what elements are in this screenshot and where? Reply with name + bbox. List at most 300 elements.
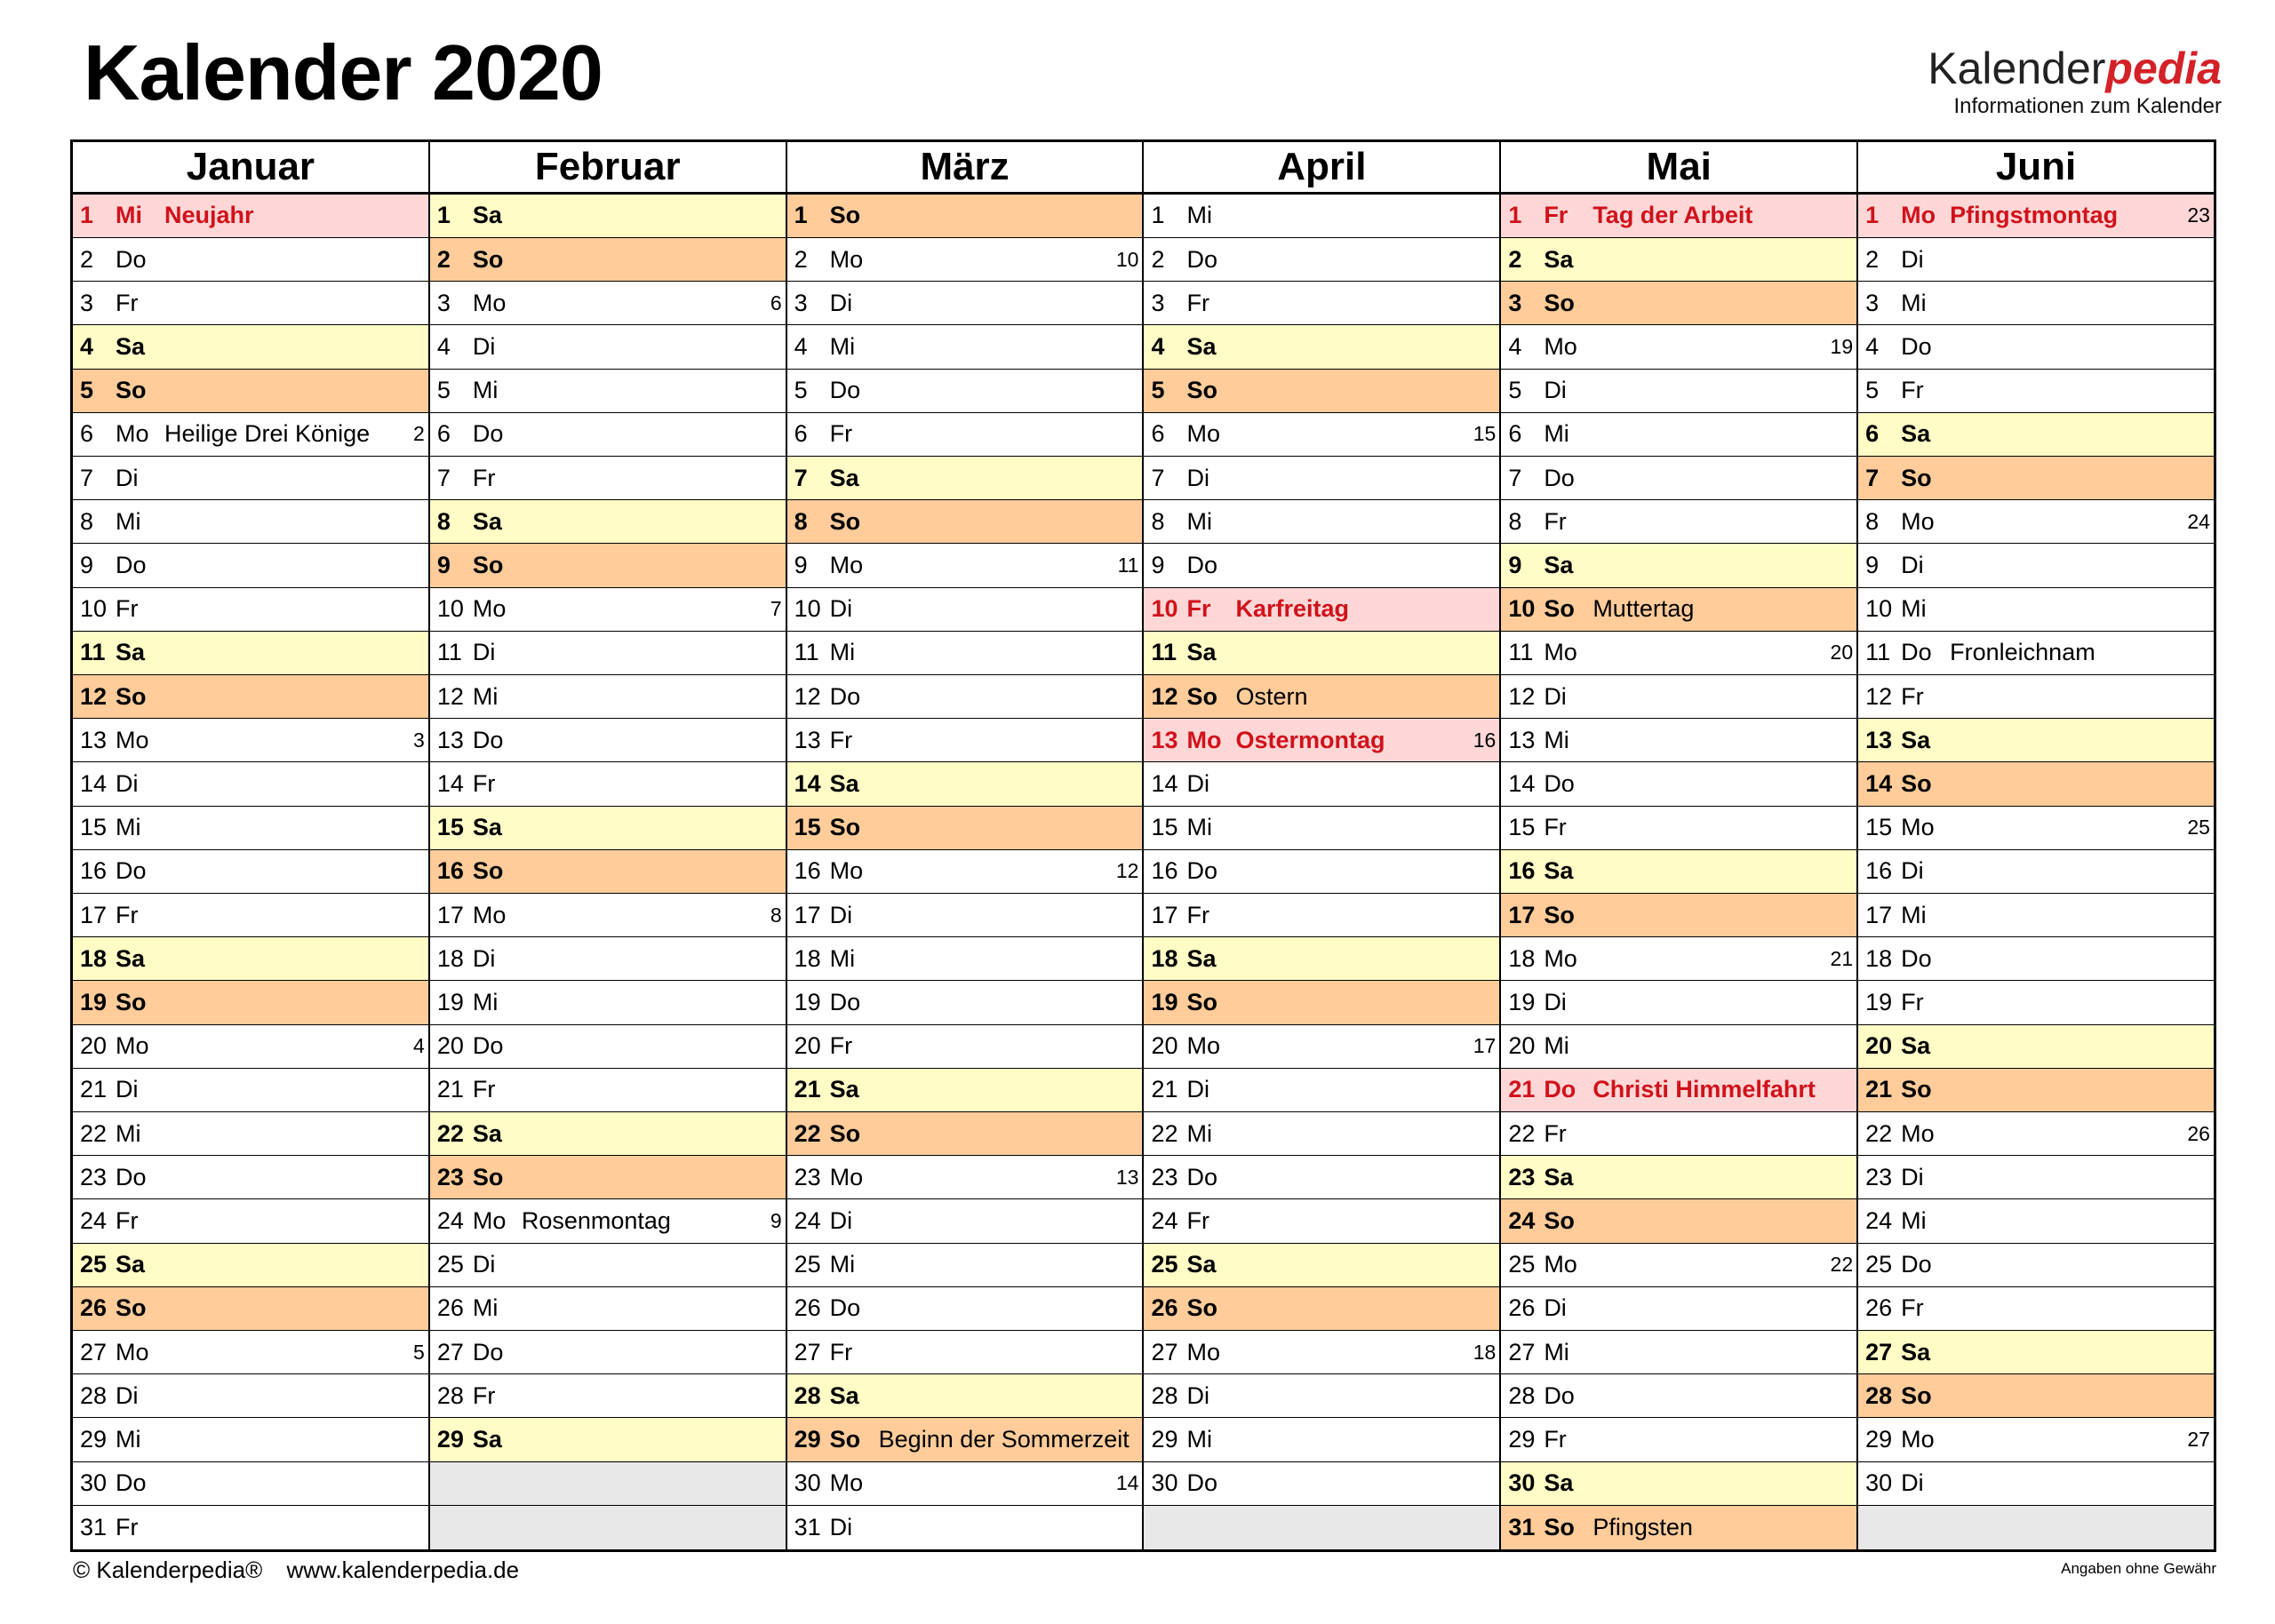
day-number: 23 xyxy=(1865,1163,1893,1190)
day-number: 10 xyxy=(1151,595,1178,623)
day-number: 11 xyxy=(1865,639,1891,666)
day-row[interactable] xyxy=(73,1374,428,1418)
day-number: 29 xyxy=(1151,1426,1178,1453)
day-row[interactable] xyxy=(1858,325,2214,369)
day-row[interactable] xyxy=(1144,1244,1499,1287)
day-row[interactable] xyxy=(430,1156,786,1199)
day-number: 4 xyxy=(80,332,94,360)
weekday: Sa xyxy=(1544,1163,1574,1190)
day-row[interactable] xyxy=(787,413,1143,457)
event-label: Neujahr xyxy=(164,202,254,229)
day-row[interactable] xyxy=(1858,1331,2214,1374)
day-row[interactable] xyxy=(430,588,786,632)
day-row[interactable] xyxy=(1144,807,1499,850)
day-row[interactable] xyxy=(1144,1069,1499,1112)
day-row[interactable] xyxy=(787,1025,1143,1069)
weekday: Sa xyxy=(1544,857,1574,885)
day-row[interactable] xyxy=(1144,1025,1499,1069)
day-row[interactable] xyxy=(73,632,428,675)
day-row[interactable] xyxy=(1501,1025,1856,1069)
day-row[interactable] xyxy=(1144,457,1499,500)
brand-logo[interactable] xyxy=(1928,46,2222,119)
day-number: 23 xyxy=(80,1163,108,1190)
day-row[interactable] xyxy=(1144,1156,1499,1199)
day-row[interactable] xyxy=(73,1462,428,1506)
day-row[interactable] xyxy=(1144,675,1499,719)
day-row[interactable] xyxy=(73,1506,428,1549)
day-row[interactable] xyxy=(787,1462,1143,1506)
weekday: Mi xyxy=(116,1119,141,1147)
day-number: 17 xyxy=(80,901,108,928)
day-row[interactable] xyxy=(787,719,1143,762)
empty-cell xyxy=(1144,1506,1499,1549)
day-row[interactable] xyxy=(73,807,428,850)
weekday: Sa xyxy=(829,464,859,491)
week-number: 17 xyxy=(1473,1034,1497,1058)
day-row[interactable] xyxy=(787,632,1143,675)
day-row[interactable] xyxy=(787,1287,1143,1331)
footer-url[interactable]: www.kalenderpedia.de xyxy=(286,1556,520,1583)
day-number: 13 xyxy=(794,726,821,753)
day-row[interactable] xyxy=(787,588,1143,632)
day-row[interactable] xyxy=(1501,500,1856,544)
day-row[interactable] xyxy=(430,675,786,719)
day-row[interactable] xyxy=(787,807,1143,850)
day-row[interactable] xyxy=(1144,937,1499,981)
weekday: Do xyxy=(472,420,504,448)
day-row[interactable] xyxy=(1144,1418,1499,1461)
day-row[interactable] xyxy=(430,1287,786,1331)
weekday: Sa xyxy=(829,1381,859,1409)
day-row[interactable] xyxy=(1858,282,2214,325)
day-row[interactable] xyxy=(1501,238,1856,282)
day-row[interactable] xyxy=(1501,1199,1856,1243)
day-row[interactable] xyxy=(1144,894,1499,937)
weekday: Mi xyxy=(829,639,856,666)
day-row[interactable] xyxy=(787,1244,1143,1287)
day-row[interactable] xyxy=(1501,1506,1856,1549)
day-number: 6 xyxy=(1865,420,1880,448)
week-number: 11 xyxy=(1117,553,1139,577)
day-number: 21 xyxy=(1151,1076,1178,1103)
weekday: Fr xyxy=(1186,595,1211,623)
day-row[interactable] xyxy=(1144,850,1499,894)
day-row[interactable] xyxy=(1858,762,2214,806)
day-number: 20 xyxy=(1151,1032,1178,1060)
day-row[interactable] xyxy=(430,981,786,1024)
day-row[interactable] xyxy=(1501,675,1856,719)
weekday: Sa xyxy=(472,507,502,535)
day-number: 13 xyxy=(436,726,464,753)
day-row[interactable] xyxy=(73,457,428,500)
day-row[interactable] xyxy=(1858,1374,2214,1418)
day-row[interactable] xyxy=(1501,894,1856,937)
day-row[interactable] xyxy=(1858,894,2214,937)
day-row[interactable] xyxy=(1501,1156,1856,1199)
day-row[interactable] xyxy=(787,1199,1143,1243)
day-number: 12 xyxy=(1508,682,1536,710)
day-number: 25 xyxy=(1151,1251,1178,1278)
day-row[interactable] xyxy=(73,1069,428,1112)
day-row[interactable] xyxy=(430,632,786,675)
day-row[interactable] xyxy=(73,675,428,719)
day-number: 26 xyxy=(1151,1294,1178,1322)
day-row[interactable] xyxy=(1144,500,1499,544)
day-row[interactable] xyxy=(73,1156,428,1199)
day-row[interactable] xyxy=(73,195,428,238)
week-number: 22 xyxy=(1830,1253,1854,1277)
day-number: 2 xyxy=(1508,245,1522,273)
day-row[interactable] xyxy=(1144,413,1499,457)
day-row[interactable] xyxy=(1858,195,2214,238)
day-row[interactable] xyxy=(1858,500,2214,544)
day-number: 19 xyxy=(80,989,108,1016)
weekday: Sa xyxy=(116,944,146,972)
weekday: Di xyxy=(472,944,496,972)
day-row[interactable] xyxy=(1858,675,2214,719)
day-row[interactable] xyxy=(73,1112,428,1156)
day-row[interactable] xyxy=(430,238,786,282)
day-row[interactable] xyxy=(430,325,786,369)
day-number: 29 xyxy=(1865,1426,1893,1453)
day-row[interactable] xyxy=(1144,1287,1499,1331)
day-row[interactable] xyxy=(1858,238,2214,282)
day-number: 14 xyxy=(1865,770,1893,798)
day-row[interactable] xyxy=(787,370,1143,413)
day-number: 19 xyxy=(1508,989,1536,1016)
day-row[interactable] xyxy=(1144,981,1499,1024)
day-row[interactable] xyxy=(1501,632,1856,675)
day-row[interactable] xyxy=(430,762,786,806)
weekday: Di xyxy=(829,1207,853,1235)
day-row[interactable] xyxy=(1858,1287,2214,1331)
day-row[interactable] xyxy=(430,1025,786,1069)
day-number: 3 xyxy=(80,289,94,316)
weekday: Mi xyxy=(1901,289,1927,316)
month-header: Juni xyxy=(1858,142,2214,195)
day-row[interactable] xyxy=(430,500,786,544)
day-number: 18 xyxy=(1151,944,1178,972)
week-number: 23 xyxy=(2187,203,2210,227)
month-column xyxy=(73,142,430,1549)
day-row[interactable] xyxy=(1858,1199,2214,1243)
day-row[interactable] xyxy=(73,762,428,806)
day-row[interactable] xyxy=(1858,544,2214,587)
weekday: So xyxy=(829,202,861,229)
day-number: 22 xyxy=(1865,1119,1893,1147)
day-row[interactable] xyxy=(1858,807,2214,850)
day-row[interactable] xyxy=(1144,1331,1499,1374)
day-row[interactable] xyxy=(787,282,1143,325)
day-row[interactable] xyxy=(1501,719,1856,762)
day-row[interactable] xyxy=(1144,1462,1499,1506)
day-row[interactable] xyxy=(787,1418,1143,1461)
day-row[interactable] xyxy=(1501,1374,1856,1418)
day-number: 13 xyxy=(1151,726,1178,753)
weekday: Mi xyxy=(1186,814,1212,841)
day-number: 22 xyxy=(794,1119,821,1147)
weekday: Mi xyxy=(116,1426,141,1453)
day-row[interactable] xyxy=(1501,588,1856,632)
day-row[interactable] xyxy=(430,1331,786,1374)
day-row[interactable] xyxy=(1501,457,1856,500)
empty-cell xyxy=(430,1462,786,1506)
day-number: 5 xyxy=(1151,377,1165,404)
weekday: So xyxy=(1544,595,1575,623)
week-number: 6 xyxy=(770,291,782,314)
day-row[interactable] xyxy=(430,1374,786,1418)
weekday: Do xyxy=(1544,1381,1575,1409)
day-row[interactable] xyxy=(1501,1418,1856,1461)
day-row[interactable] xyxy=(430,807,786,850)
weekday: Mi xyxy=(1901,1207,1927,1235)
day-number: 19 xyxy=(436,989,464,1016)
day-number: 21 xyxy=(794,1076,821,1103)
day-row[interactable] xyxy=(1144,1374,1499,1418)
day-row[interactable] xyxy=(73,544,428,587)
weekday: So xyxy=(1186,1294,1217,1322)
weekday: So xyxy=(1901,770,1932,798)
day-row[interactable] xyxy=(1144,238,1499,282)
day-number: 2 xyxy=(794,245,808,273)
day-row[interactable] xyxy=(1858,1069,2214,1112)
weekday: Mi xyxy=(1901,901,1927,928)
day-row[interactable] xyxy=(1858,1112,2214,1156)
day-number: 18 xyxy=(794,944,821,972)
day-row[interactable] xyxy=(1501,370,1856,413)
day-row[interactable] xyxy=(787,1069,1143,1112)
day-row[interactable] xyxy=(430,1244,786,1287)
weekday: So xyxy=(829,1426,861,1453)
day-row[interactable] xyxy=(1144,282,1499,325)
day-number: 15 xyxy=(1865,814,1893,841)
day-row[interactable] xyxy=(73,282,428,325)
day-row[interactable] xyxy=(787,1112,1143,1156)
day-number: 24 xyxy=(436,1207,464,1235)
day-row[interactable] xyxy=(787,937,1143,981)
day-row[interactable] xyxy=(430,1418,786,1461)
day-row[interactable] xyxy=(787,1506,1143,1549)
weekday: Fr xyxy=(1901,989,1924,1016)
weekday: So xyxy=(1901,1076,1932,1103)
day-row[interactable] xyxy=(787,850,1143,894)
day-row[interactable] xyxy=(787,1331,1143,1374)
weekday: Sa xyxy=(472,1119,502,1147)
day-row[interactable] xyxy=(787,238,1143,282)
day-row[interactable] xyxy=(1501,544,1856,587)
day-row[interactable] xyxy=(73,1418,428,1461)
day-row[interactable] xyxy=(787,894,1143,937)
day-row[interactable] xyxy=(1858,850,2214,894)
day-row[interactable] xyxy=(1501,1112,1856,1156)
day-row[interactable] xyxy=(1144,195,1499,238)
day-number: 7 xyxy=(1865,464,1880,491)
event-label: Pfingstmontag xyxy=(1950,202,2119,229)
day-row[interactable] xyxy=(1858,981,2214,1024)
day-row[interactable] xyxy=(73,588,428,632)
weekday: Mi xyxy=(1544,1032,1569,1060)
weekday: Mi xyxy=(472,1294,499,1322)
day-row[interactable] xyxy=(1501,325,1856,369)
day-row[interactable] xyxy=(1144,762,1499,806)
day-row[interactable] xyxy=(1144,719,1499,762)
day-number: 7 xyxy=(436,464,451,491)
day-row[interactable] xyxy=(1858,370,2214,413)
weekday: Sa xyxy=(1544,245,1574,273)
day-number: 22 xyxy=(1151,1119,1178,1147)
day-row[interactable] xyxy=(1858,719,2214,762)
day-row[interactable] xyxy=(1858,1025,2214,1069)
day-row[interactable] xyxy=(787,195,1143,238)
day-row[interactable] xyxy=(787,457,1143,500)
weekday: Do xyxy=(116,552,147,578)
day-row[interactable] xyxy=(430,282,786,325)
day-row[interactable] xyxy=(1501,762,1856,806)
day-row[interactable] xyxy=(73,325,428,369)
day-number: 15 xyxy=(1508,814,1536,841)
day-number: 18 xyxy=(436,944,464,972)
day-row[interactable] xyxy=(73,413,428,457)
day-row[interactable] xyxy=(1144,588,1499,632)
day-row[interactable] xyxy=(1858,1462,2214,1506)
weekday: Sa xyxy=(1186,639,1217,666)
day-number: 23 xyxy=(436,1163,464,1190)
month-column xyxy=(1144,142,1501,1549)
day-row[interactable] xyxy=(787,762,1143,806)
brand-tagline: Informationen zum Kalender xyxy=(1953,94,2222,118)
day-row[interactable] xyxy=(430,1199,786,1243)
day-row[interactable] xyxy=(73,1199,428,1243)
day-number: 5 xyxy=(794,377,808,404)
event-label: Ostern xyxy=(1235,682,1308,710)
weekday: Fr xyxy=(829,1032,853,1060)
event-label: Fronleichnam xyxy=(1950,639,2095,666)
day-row[interactable] xyxy=(430,937,786,981)
day-row[interactable] xyxy=(1501,282,1856,325)
day-number: 27 xyxy=(794,1338,821,1365)
week-number: 3 xyxy=(413,728,425,752)
day-row[interactable] xyxy=(73,1287,428,1331)
day-row[interactable] xyxy=(430,413,786,457)
day-row[interactable] xyxy=(1144,325,1499,369)
day-row[interactable] xyxy=(73,894,428,937)
day-row[interactable] xyxy=(1501,937,1856,981)
day-row[interactable] xyxy=(73,937,428,981)
day-row[interactable] xyxy=(1858,1156,2214,1199)
event-label: Heilige Drei Könige xyxy=(164,420,371,448)
day-row[interactable] xyxy=(73,981,428,1024)
day-row[interactable] xyxy=(787,544,1143,587)
weekday: Mo xyxy=(1544,1251,1577,1278)
weekday: Mi xyxy=(1544,726,1569,753)
day-row[interactable] xyxy=(787,675,1143,719)
day-number: 23 xyxy=(1508,1163,1536,1190)
weekday: Mo xyxy=(829,1163,864,1190)
day-row[interactable] xyxy=(1858,1418,2214,1461)
day-row[interactable] xyxy=(430,719,786,762)
day-row[interactable] xyxy=(430,850,786,894)
weekday: Do xyxy=(1544,1076,1577,1103)
day-row[interactable] xyxy=(1858,937,2214,981)
day-row[interactable] xyxy=(1144,370,1499,413)
weekday: Fr xyxy=(1544,507,1567,535)
event-label: Ostermontag xyxy=(1235,726,1385,753)
weekday: Di xyxy=(1186,1381,1209,1409)
day-number: 15 xyxy=(436,814,464,841)
day-row[interactable] xyxy=(1501,1069,1856,1112)
day-row[interactable] xyxy=(73,1331,428,1374)
day-number: 11 xyxy=(1151,639,1177,666)
day-row[interactable] xyxy=(1858,632,2214,675)
day-row[interactable] xyxy=(787,1156,1143,1199)
day-row[interactable] xyxy=(1858,1244,2214,1287)
day-row[interactable] xyxy=(1501,1462,1856,1506)
week-number: 5 xyxy=(413,1340,425,1364)
day-row[interactable] xyxy=(430,370,786,413)
day-row[interactable] xyxy=(1501,981,1856,1024)
day-row[interactable] xyxy=(430,1112,786,1156)
day-number: 5 xyxy=(80,377,94,404)
day-row[interactable] xyxy=(73,1025,428,1069)
day-row[interactable] xyxy=(73,1244,428,1287)
weekday: Fr xyxy=(1544,814,1567,841)
day-number: 16 xyxy=(1865,857,1893,885)
day-row[interactable] xyxy=(1858,457,2214,500)
day-row[interactable] xyxy=(430,457,786,500)
day-row[interactable] xyxy=(1501,1331,1856,1374)
day-row[interactable] xyxy=(73,238,428,282)
day-number: 20 xyxy=(80,1032,108,1060)
day-row[interactable] xyxy=(787,1374,1143,1418)
day-row[interactable] xyxy=(73,370,428,413)
day-number: 9 xyxy=(1151,552,1165,578)
day-row[interactable] xyxy=(787,500,1143,544)
day-row[interactable] xyxy=(1144,632,1499,675)
weekday: Sa xyxy=(1186,1251,1217,1278)
day-number: 3 xyxy=(436,289,451,316)
day-row[interactable] xyxy=(787,981,1143,1024)
day-row[interactable] xyxy=(73,850,428,894)
day-row[interactable] xyxy=(1501,1287,1856,1331)
event-label: Karfreitag xyxy=(1235,595,1350,623)
day-row[interactable] xyxy=(1144,544,1499,587)
weekday: Fr xyxy=(1544,1426,1567,1453)
day-row[interactable] xyxy=(73,500,428,544)
day-row[interactable] xyxy=(430,1069,786,1112)
weekday: So xyxy=(1544,901,1575,928)
day-row[interactable] xyxy=(1501,807,1856,850)
day-row[interactable] xyxy=(1501,195,1856,238)
day-row[interactable] xyxy=(73,719,428,762)
day-number: 20 xyxy=(794,1032,821,1060)
week-number: 4 xyxy=(413,1034,425,1058)
day-row[interactable] xyxy=(1858,413,2214,457)
day-row[interactable] xyxy=(1501,1244,1856,1287)
day-row[interactable] xyxy=(1858,588,2214,632)
day-row[interactable] xyxy=(1144,1199,1499,1243)
page-title: Kalender 2020 xyxy=(84,28,603,116)
day-row[interactable] xyxy=(787,325,1143,369)
weekday: Di xyxy=(472,332,496,360)
day-row[interactable] xyxy=(430,894,786,937)
day-row[interactable] xyxy=(1144,1112,1499,1156)
day-row[interactable] xyxy=(430,195,786,238)
week-number: 14 xyxy=(1115,1471,1139,1495)
day-row[interactable] xyxy=(430,544,786,587)
weekday: Mo xyxy=(829,857,864,885)
day-row[interactable] xyxy=(1501,850,1856,894)
day-row[interactable] xyxy=(1501,413,1856,457)
